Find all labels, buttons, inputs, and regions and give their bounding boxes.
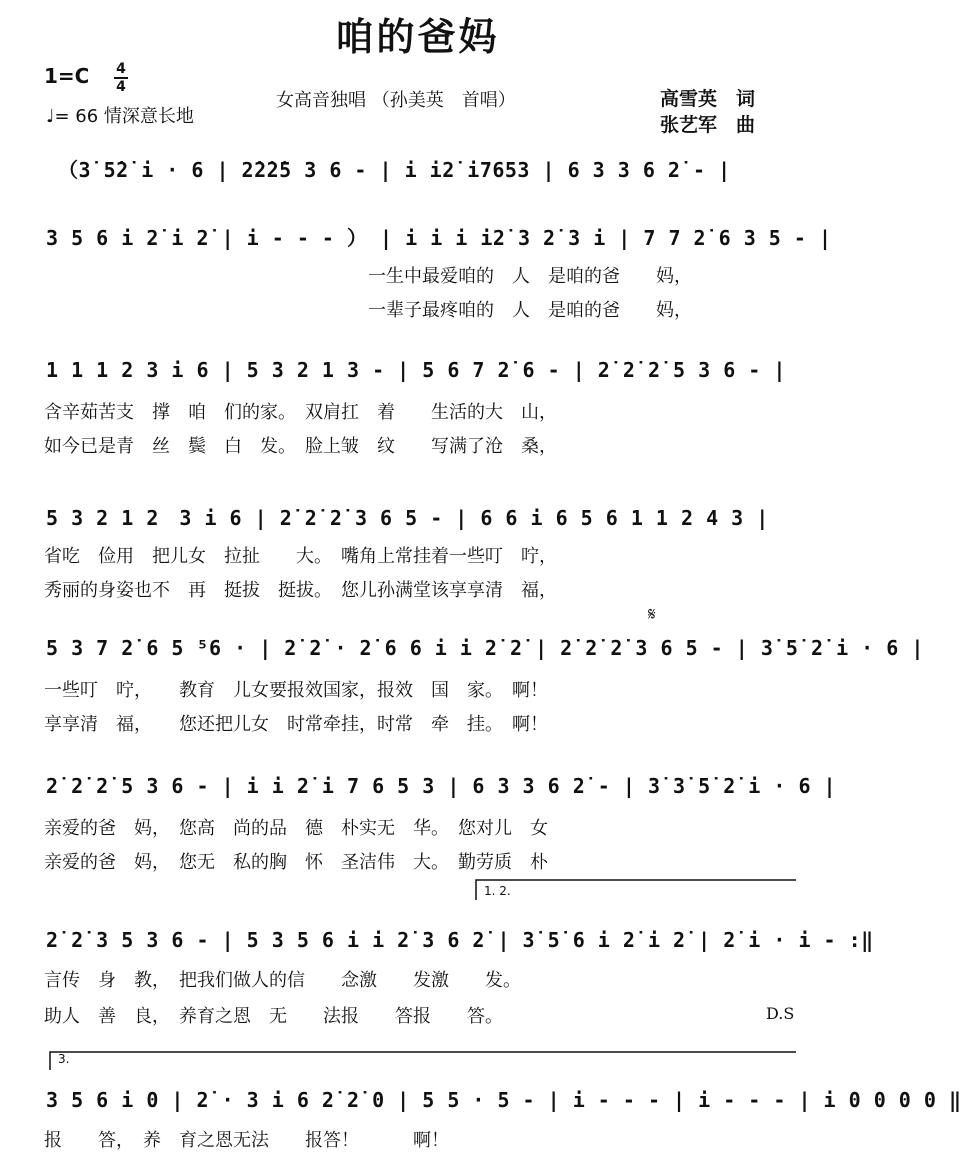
lyric-line-6-verse-1: 亲爱的爸 妈， 您高 尚的品 德 朴实无 华。 您对儿 女 [44,818,548,839]
volta-3-bracket [50,1052,796,1070]
quarter-note-icon: ♩ [46,106,55,127]
score-line-2: 3 5 6 i 2̇ i 2̇ | i - - - ） | i i i i2̇ 3 2̇ 3 i | 7 7 2̇ 6 3 5 - | [46,226,832,250]
score-line-1: （3̇ 5̇2̇ i · 6 | 2̇2̇2̇5 3 6 - | i i2̇ i7653 | 6 3 3 6 2̇ - | [58,158,731,182]
lyricist-credit: 高雪英 词 [660,88,756,110]
lyric-line-4-verse-2: 秀丽的身姿也不 再 挺拔 挺拔。 您儿孙满堂该享享清 福， [44,580,557,601]
lyric-line-4-verse-1: 省吃 俭用 把儿女 拉扯 大。 嘴角上常挂着一些叮 咛， [44,546,557,567]
volta-1-2-label: 1. 2. [484,884,511,898]
page-title: 咱的爸妈 [335,15,500,59]
composer-credit: 张艺军 曲 [660,114,756,136]
lyric-line-6-verse-2: 亲爱的爸 妈， 您无 私的胸 怀 圣洁伟 大。 勤劳质 朴 [44,852,548,873]
lyric-line-2-verse-2: 一辈子最疼咱的 人 是咱的爸 妈， [368,300,692,321]
lyric-line-3-verse-2: 如今已是青 丝 鬓 白 发。 脸上皱 纹 写满了沧 桑， [44,436,557,457]
score-line-3: 1 1 1 2 3 i 6 | 5 3 2 1 3 - | 5 6 7 2̇ 6 - | 2̇ 2̇ 2̇ 5 3 6 - | [46,358,786,382]
lyric-line-2-verse-1: 一生中最爱咱的 人 是咱的爸 妈， [368,266,692,287]
segno-icon: 𝄋 [648,604,656,625]
lyric-line-5-verse-2: 享享清 福， 您还把儿女 时常牵挂，时常 牵 挂。 啊！ [44,714,548,735]
lyric-line-8: 报 答， 养 育之恩无法 报答！ 啊！ [44,1130,449,1151]
score-line-8: 3 5 6 i 0 | 2̇ · 3 i 6 2̇ 2̇ 0 | 5 5 · 5 - | i - - - | i - - - | i 0 0 0 0 ‖ [46,1088,962,1112]
score-line-4: 5 3 2 1 2 3 i 6 | 2̇ 2̇ 2̇ 3 6 5 - | 6 6 i 6 5 6 1 1 2 4 3 | [46,506,769,530]
tempo-text: = 66 情深意长地 [54,106,194,127]
volta-1-2-bracket [476,880,796,900]
lyric-line-7-verse-1: 言传 身 教， 把我们做人的信 念激 发激 发。 [44,970,521,991]
time-signature-bottom: 4 [116,79,126,95]
score-line-5: 5 3 7 2̇ 6 5 ⁵6 · | 2̇ 2̇ · 2̇ 6 6 i i 2̇ 2̇ | 2̇ 2̇ 2̇ 3 6 5 - | 3̇ 5̇ 2̇ i · 6 | [46,636,924,660]
performance-note: 女高音独唱 （孙美英 首唱） [276,90,516,111]
ds-mark: D.S [766,1004,795,1023]
volta-3-label: 3. [58,1052,70,1066]
lyric-line-7-verse-2: 助人 善 良， 养育之恩 无 法报 答报 答。 [44,1006,503,1027]
lyric-line-5-verse-1: 一些叮 咛， 教育 儿女要报效国家，报效 国 家。 啊！ [44,680,548,701]
score-line-7: 2̇ 2̇ 3 5 3 6 - | 5 3 5 6 i i 2̇ 3 6 2̇ | 3̇ 5̇ 6 i 2̇ i 2̇ | 2̇ i · i - :‖ [46,928,874,952]
time-signature-top: 4 [116,61,126,77]
key-signature: 1=C [44,64,90,88]
score-line-6: 2̇ 2̇ 2̇ 5 3 6 - | i i 2̇ i 7 6 5 3 | 6 3 3 6 2̇ - | 3̇ 3̇ 5̇ 2̇ i · 6 | [46,774,837,798]
lyric-line-3-verse-1: 含辛茹苦支 撑 咱 们的家。 双肩扛 着 生活的大 山， [44,402,557,423]
